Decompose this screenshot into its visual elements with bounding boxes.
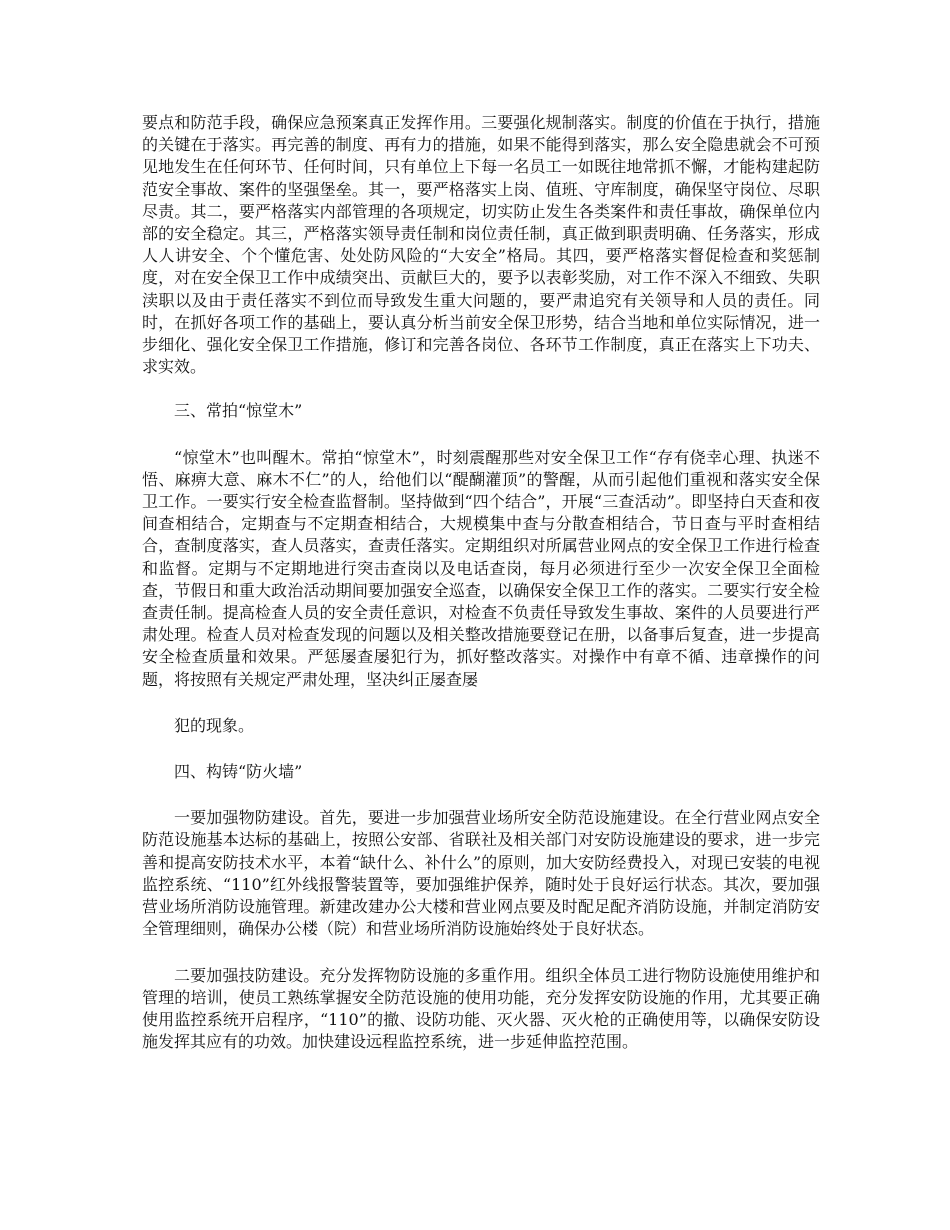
body-paragraph: 二要加强技防建设。充分发挥物防设施的多重作用。组织全体员工进行物防设施使用维护和管理的培训，使员工熟练掌握安全防范设施的使用功能，充分发挥安防设施的作用，尤其要正确使用监控系统开启程序，“110”的撤、设防功能、灭火器、灭火枪的正确使用等，以确保安防设施发挥其应有的功效。加快建设远程监控系统，进一步延伸监控范围。 xyxy=(142,965,820,1052)
body-paragraph: 要点和防范手段，确保应急预案真正发挥作用。三要强化规制落实。制度的价值在于执行，措施的关键在于落实。再完善的制度、再有力的措施，如果不能得到落实，那么安全隐患就会不可预见地发生在任何环节、任何时间，只有单位上下每一名员工一如既往地常抓不懈，才能构建起防范安全事故、案件的坚强堡垒。其一，要严格落实上岗、值班、守库制度，确保坚守岗位、尽职尽责。其二，要严格落实内部管理的各项规定，切实防止发生各类案件和责任事故，确保单位内部的安全稳定。其三，严格落实领导责任制和岗位责任制，真正做到职责明确、任务落实，形成人人讲安全、个个懂危害、处处防风险的“大安全”格局。其四，要严格落实督促检查和奖惩制度，对在安全保卫工作中成绩突出、贡献巨大的，要予以表彰奖励，对工作不深入不细致、失职渎职以及由于责任落实不到位而导致发生重大问题的，要严肃追究有关领导和人员的责任。同时，在抓好各项工作的基础上，要认真分析当前安全保卫形势，结合当地和单位实际情况，进一步细化、强化安全保卫工作措施，修订和完善各岗位、各环节工作制度，真正在落实上下功夫、求实效。 xyxy=(142,113,820,377)
document-page xyxy=(142,112,820,1053)
section-heading-3: 三、常拍“惊堂木” xyxy=(174,401,303,421)
section-heading-4: 四、构铸“防火墙” xyxy=(174,762,303,782)
body-paragraph: 犯的现象。 xyxy=(174,715,255,735)
body-paragraph: “惊堂木”也叫醒木。常拍“惊堂木”，时刻震醒那些对安全保卫工作“存有侥幸心理、执迷不悟、麻痹大意、麻木不仁”的人，给他们以“醍醐灌顶”的警醒，从而引起他们重视和落实安全保卫工作。一要实行安全检查监督制。坚持做到“四个结合”，开展“三查活动”。即坚持白天查和夜间查相结合，定期查与不定期查相结合，大规模集中查与分散查相结合，节日查与平时查相结合，查制度落实，查人员落实，查责任落实。定期组织对所属营业网点的安全保卫工作进行检查和监督。定期与不定期地进行突击查岗以及电话查岗，每月必须进行至少一次安全保卫全面检查，节假日和重大政治活动期间要加强安全巡查，以确保安全保卫工作的落实。二要实行安全检查责任制。提高检查人员的安全责任意识，对检查不负责任导致发生事故、案件的人员要进行严肃处理。检查人员对检查发现的问题以及相关整改措施要登记在册，以备事后复查，进一步提高安全检查质量和效果。严惩屡查屡犯行为，抓好整改落实。对操作中有章不循、违章操作的问题，将按照有关规定严肃处理，坚决纠正屡查屡 xyxy=(142,447,820,689)
body-paragraph: 一要加强物防建设。首先，要进一步加强营业场所安全防范设施建设。在全行营业网点安全防范设施基本达标的基础上，按照公安部、省联社及相关部门对安防设施建设的要求，进一步完善和提高安防技术水平，本着“缺什么、补什么”的原则，加大安防经费投入，对现已安装的电视监控系统、“110”红外线报警装置等，要加强维护保养，随时处于良好运行状态。其次，要加强营业场所消防设施管理。新建改建办公大楼和营业网点要及时配足配齐消防设施，并制定消防安全管理细则，确保办公楼（院）和营业场所消防设施始终处于良好状态。 xyxy=(142,808,820,939)
